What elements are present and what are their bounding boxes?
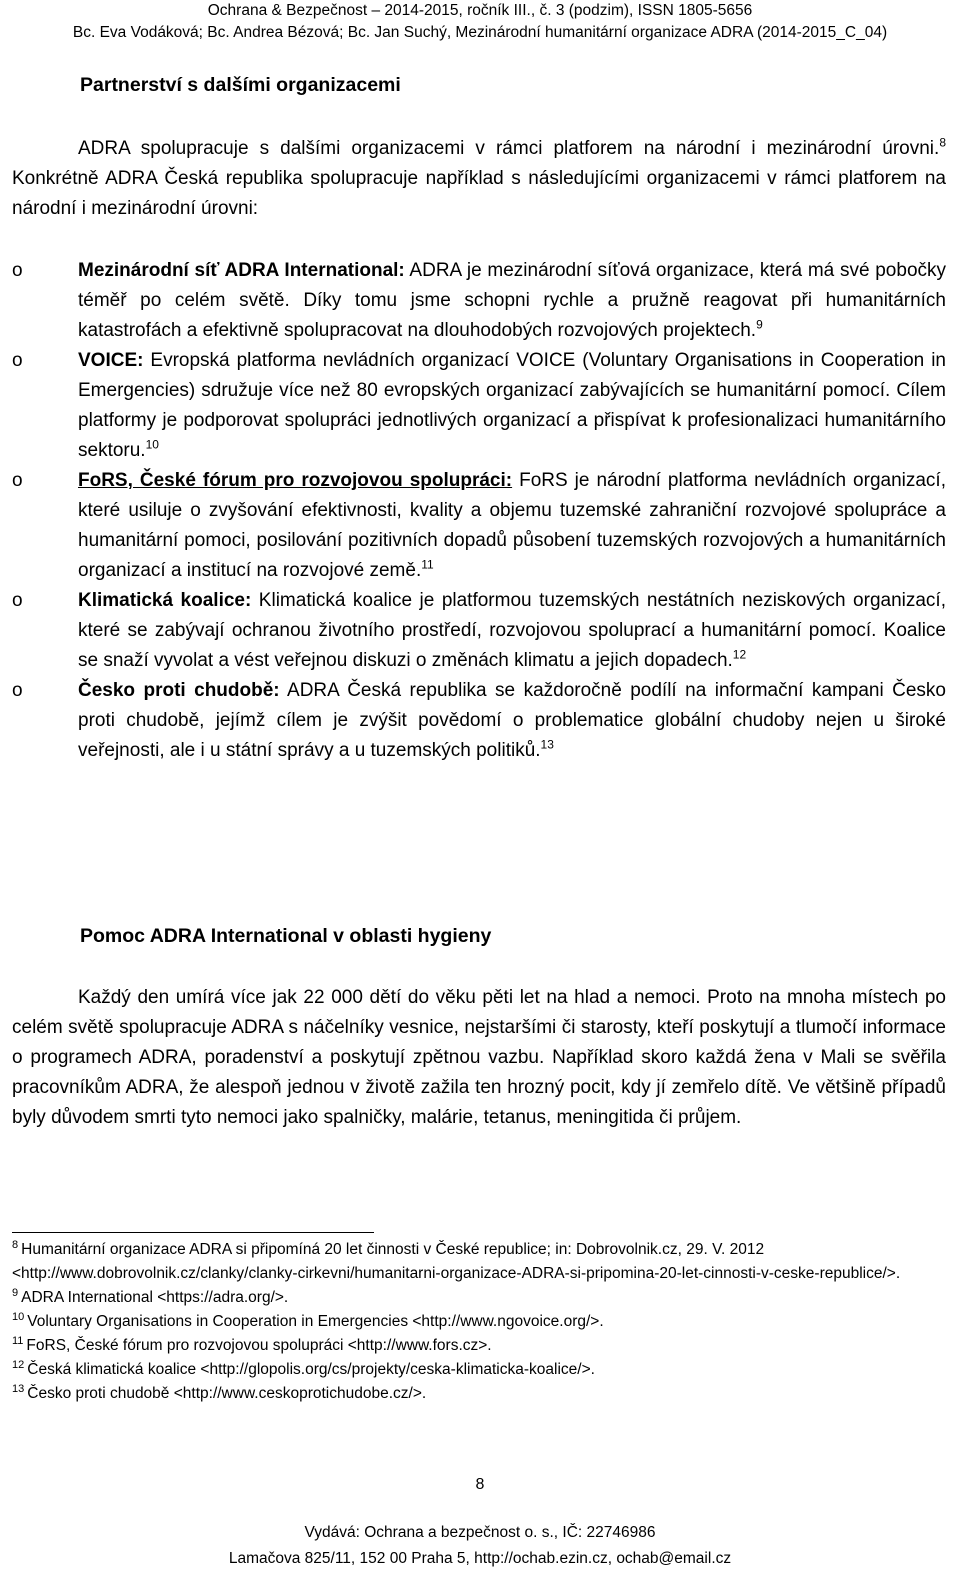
page-footer — [0, 1520, 960, 1572]
hygiene-paragraph: Každý den umírá více jak 22 000 dětí do věku pěti let na hlad a nemoci. Proto na mnoha místech po celém světě spolupracuje ADRA s náčelníky vesnice, nejstaršími či starosty, kteří poskytují a tlumočí informace o programech ADRA, poradenství a poskytují zpětnou vazbu. Například skoro každá žena v Mali se svěřila pracovníkům ADRA, že alespoň jednou v životě zažila ten hrozný pocit, kdy jí zemřelo dítě. Ve většině případů byly důvodem smrti tyto nemoci jako spalničky, malárie, tetanus, meningitida či průjem. — [12, 987, 946, 1128]
item-term: VOICE: — [78, 350, 144, 371]
intro-text-b: Konkrétně ADRA Česká republika spolupracuje například s následujícími organizacemi v rámci platforem na národní i mezinárodní úrovni: — [12, 168, 946, 219]
footnote-text: Česká klimatická koalice <http://glopolis.org/cs/projekty/ceska-klimaticka-koalice/>. — [27, 1361, 595, 1378]
intro-text-a: ADRA spolupracuje s dalšími organizacemi v rámci platforem na národní i mezinárodní úrovni. — [78, 138, 940, 159]
list-item — [12, 256, 946, 346]
footnote-ref[interactable]: 8 — [939, 135, 946, 150]
authors-line: Bc. Eva Vodáková; Bc. Andrea Bézová; Bc. Jan Suchý, Mezinárodní humanitární organizace ADRA (2014-2015_C_04) — [72, 24, 888, 41]
list-item — [12, 586, 946, 676]
section-heading-partnerships: Partnerství s dalšími organizacemi — [80, 74, 401, 96]
publisher-line: Vydává: Ochrana a bezpečnost o. s., IČ: 22746986 — [304, 1524, 656, 1541]
footnote — [12, 1238, 946, 1286]
item-text: ADRA Česká republika se každoročně podílí na informační kampani Česko proti chudobě, jejímž cílem je zvýšit povědomí o problematice globální chudoby nejen u široké veřejnosti, ale i u státní správy a u tuzemských politiků. — [78, 680, 946, 761]
footnote — [12, 1310, 946, 1334]
footnote — [12, 1382, 946, 1406]
intro-paragraph — [12, 134, 946, 224]
bullet-marker: o — [12, 260, 23, 281]
footnote-number: 12 — [12, 1358, 25, 1371]
footnote — [12, 1334, 946, 1358]
item-term: Mezinárodní síť ADRA International: — [78, 260, 405, 281]
bullet-marker: o — [12, 470, 23, 491]
footnote-number: 13 — [12, 1382, 25, 1395]
page-header — [0, 0, 960, 44]
footnote-text: Humanitární organizace ADRA si připomíná 20 let činnosti v České republice; in: Dobrovolnik.cz, 29. V. 2012 <http://www.dobrovolnik.cz/clanky/clanky-cirkevni/humanitarni-organizace-ADRA-si-pripomina-20-let-cinnosti-v-ceske-republice/>. — [12, 1241, 901, 1282]
footnote-ref[interactable]: 10 — [145, 437, 159, 452]
footnote-separator — [12, 1232, 374, 1233]
section-heading-hygiene: Pomoc ADRA International v oblasti hygieny — [80, 925, 492, 947]
footnote-number: 10 — [12, 1310, 25, 1323]
footnote-text: FoRS, České fórum pro rozvojovou spolupráci <http://www.fors.cz>. — [26, 1337, 492, 1354]
list-item — [12, 676, 946, 766]
footnotes — [12, 1238, 946, 1406]
footnote-ref[interactable]: 12 — [732, 647, 747, 662]
journal-line: Ochrana & Bezpečnost – 2014-2015, ročník III., č. 3 (podzim), ISSN 1805-5656 — [207, 2, 753, 19]
item-term: Klimatická koalice: — [78, 590, 252, 611]
footnote-ref[interactable]: 11 — [421, 557, 434, 572]
partner-list — [12, 256, 946, 766]
item-text: FoRS je národní platforma nevládních organizací, které usiluje o zvyšování efektivnosti, kvality a objemu tuzemské zahraniční rozvojové spolupráce a humanitární pomoci, posilování pozitivních dopadů působení tuzemských rozvojových a humanitárních organizací a institucí na rozvojové země. — [78, 470, 946, 581]
footnote-ref[interactable]: 13 — [540, 737, 554, 752]
footnote — [12, 1286, 946, 1310]
footnote-text: Česko proti chudobě <http://www.ceskoprotichudobe.cz/>. — [27, 1385, 427, 1402]
footnote-text: ADRA International <https://adra.org/>. — [21, 1289, 289, 1306]
footnote-number: 8 — [12, 1238, 19, 1251]
address-line: Lamačova 825/11, 152 00 Praha 5, http://ochab.ezin.cz, ochab@email.cz — [228, 1550, 732, 1567]
item-term: FoRS, České fórum pro rozvojovou spolupráci: — [78, 470, 513, 491]
page-number: 8 — [475, 1476, 485, 1493]
item-text: ADRA je mezinárodní síťová organizace, která má své pobočky téměř po celém světě. Díky tomu jsme schopni rychle a pružně reagovat při humanitárních katastrofách a efektivně spolupracovat na dlouhodobých rozvojových projektech. — [78, 260, 947, 341]
bullet-marker: o — [12, 680, 23, 701]
bullet-marker: o — [12, 590, 23, 611]
footnote — [12, 1358, 946, 1382]
list-item — [12, 346, 946, 466]
bullet-marker: o — [12, 350, 23, 371]
list-item — [12, 466, 946, 586]
footnote-number: 9 — [12, 1286, 19, 1299]
footnote-ref[interactable]: 9 — [756, 317, 763, 332]
footnote-text: Voluntary Organisations in Cooperation in Emergencies <http://www.ngovoice.org/>. — [27, 1313, 604, 1330]
item-term: Česko proti chudobě: — [78, 680, 280, 701]
item-text: Klimatická koalice je platformou tuzemských nestátních neziskových organizací, které se zabývají ochranou životního prostředí, rozvojovou spoluprací a humanitární pomocí. Koalice se snaží vyvolat a vést veřejnou diskuzi o změnách klimatu a jejich dopadech. — [78, 590, 946, 671]
item-text: Evropská platforma nevládních organizací VOICE (Voluntary Organisations in Cooperation in Emergencies) sdružuje více než 80 evropských organizací zabývajících se humanitární pomocí. Cílem platformy je podporovat spolupráci jednotlivých organizací a přispívat k profesionalizaci humanitárního sektoru. — [78, 350, 946, 461]
footnote-number: 11 — [12, 1334, 24, 1347]
